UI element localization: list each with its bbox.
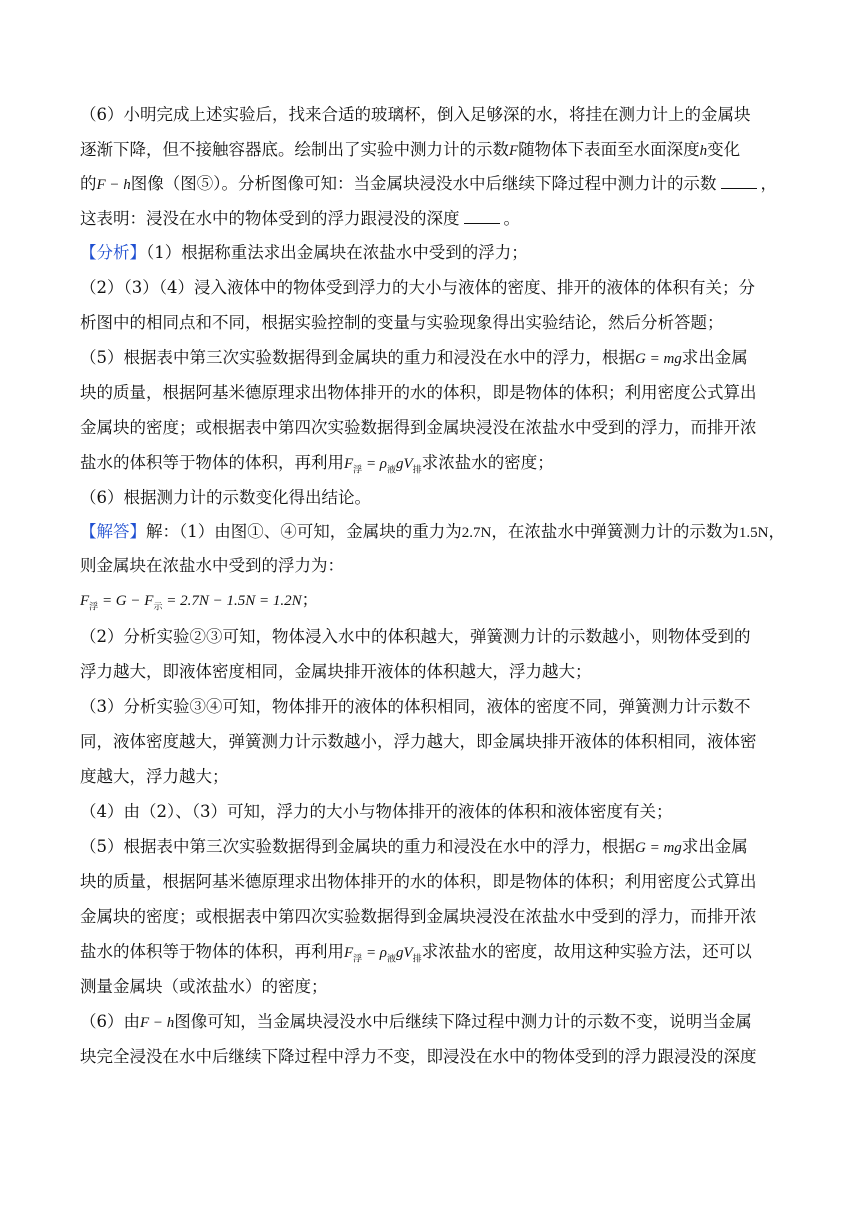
text-line: 浮力越大，即液体密度相同，金属块排开液体的体积越大，浮力越大； [80, 662, 592, 681]
text-line: （2）分析实验②③可知，物体浸入水中的体积越大，弹簧测力计的示数越小，则物体受到的 [80, 627, 751, 646]
text-line: （6）根据测力计的示数变化得出结论。 [80, 488, 371, 507]
text-line: 金属块的密度；或根据表中第四次实验数据得到金属块浸没在浓盐水中受到的浮力，而排开浓 [80, 907, 757, 926]
text-line: （3）分析实验③④可知，物体排开的液体的体积相同，液体的密度不同，弹簧测力计示数不 [80, 697, 751, 716]
solution-tag: 【解答】 [80, 522, 146, 541]
analysis-tag: 【分析】 [80, 243, 146, 262]
text-line: 的F − h图像（图⑤）。分析图像可知：当金属块浸没水中后继续下降过程中测力计的示数 ， [80, 174, 778, 193]
answer-blank [464, 209, 500, 224]
text-line: 块的质量，根据阿基米德原理求出物体排开的水的体积，即是物体的体积；利用密度公式算出 [80, 872, 757, 891]
text-line: 逐渐下降，但不接触容器底。绘制出了实验中测力计的示数F随物体下表面至水面深度h变化 [80, 140, 741, 159]
text-line: （2）（3）（4）浸入液体中的物体受到浮力的大小与液体的密度、排开的液体的体积有关；分 [80, 278, 755, 297]
formula-line: $F_浮 = G - F_示 = 2.7N - 1.5N = 1.2N$； [80, 590, 319, 613]
text-line: 同，液体密度越大，弹簧测力计示数越小，浮力越大，即金属块排开液体的体积相同，液体密 [80, 732, 757, 751]
analysis-heading-line: 【分析】（1）根据称重法求出金属块在浓盐水中受到的浮力； [80, 243, 528, 262]
text-line: （6）小明完成上述实验后，找来合适的玻璃杯，倒入足够深的水，将挂在测力计上的金属块 [80, 105, 751, 124]
solution-heading-line: 【解答】解：（1）由图①、④可知，金属块的重力为2.7N，在浓盐水中弹簧测力计的示数为1.5N， [80, 522, 785, 541]
text-line: 金属块的密度；或根据表中第四次实验数据得到金属块浸没在浓盐水中受到的浮力，而排开浓 [80, 418, 757, 437]
text-line: 盐水的体积等于物体的体积，再利用$F_浮 = \rho_液gV_排$求浓盐水的密度； [80, 453, 554, 476]
text-line: 块的质量，根据阿基米德原理求出物体排开的水的体积，即是物体的体积；利用密度公式算出 [80, 383, 757, 402]
text-line: （6）由F − h图像可知，当金属块浸没水中后继续下降过程中测力计的示数不变，说明当金属 [80, 1012, 752, 1031]
text-line: （4）由（2）、（3）可知，浮力的大小与物体排开的液体的体积和液体密度有关； [80, 802, 673, 821]
text-line: 析图中的相同点和不同，根据实验控制的变量与实验现象得出实验结论，然后分析答题； [80, 313, 724, 332]
text-line: （5）根据表中第三次实验数据得到金属块的重力和浸没在水中的浮力，根据G = mg求出金属 [80, 348, 748, 367]
text-line: 这表明：浸没在水中的物体受到的浮力跟浸没的深度 。 [80, 209, 520, 228]
text-line: 度越大，浮力越大； [80, 767, 229, 786]
text-line: 块完全浸没在水中后继续下降过程中浮力不变，即浸没在水中的物体受到的浮力跟浸没的深度 [80, 1047, 757, 1066]
text-line: 测量金属块（或浓盐水）的密度； [80, 977, 328, 996]
text-line: 则金属块在浓盐水中受到的浮力为： [80, 556, 344, 575]
text-line: （5）根据表中第三次实验数据得到金属块的重力和浸没在水中的浮力，根据G = mg求出金属 [80, 837, 748, 856]
answer-blank [721, 174, 757, 189]
text-line: 盐水的体积等于物体的体积，再利用$F_浮 = \rho_液gV_排$求浓盐水的密度，故用这种实验方法，还可以 [80, 942, 752, 965]
